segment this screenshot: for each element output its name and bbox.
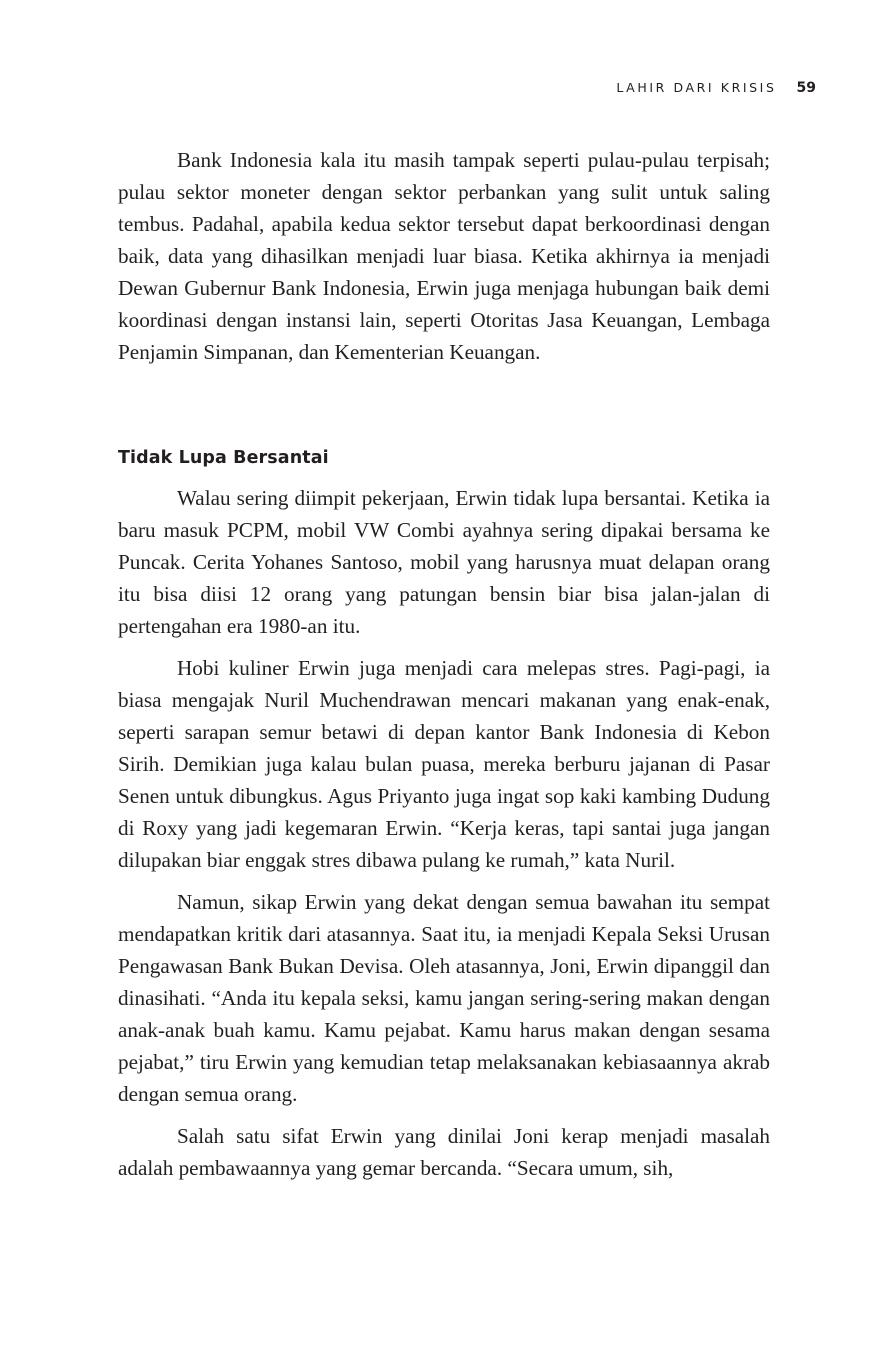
paragraph: Bank Indonesia kala itu masih tampak seperti pulau-pulau terpisah; pulau sektor moneter dengan sektor perbankan yang sulit untuk saling tembus. Padahal, apabila kedua sektor tersebut dapat berkoordinasi dengan baik, data yang dihasilkan menjadi luar biasa. Ketika akhirnya ia menjadi Dewan Gubernur Bank Indonesia, Erwin juga menjaga hubungan baik demi koordinasi dengan instansi lain, seperti Otoritas Jasa Keuangan, Lembaga Penjamin Simpanan, dan Kementerian Keuangan.	[118, 148, 770, 364]
section-heading: Tidak Lupa Bersantai	[118, 448, 329, 468]
running-head	[616, 80, 816, 96]
running-title: LAHIR DARI KRISIS	[616, 80, 777, 95]
paragraph: Namun, sikap Erwin yang dekat dengan semua bawahan itu sempat mendapatkan kritik dari atasannya. Saat itu, ia menjadi Kepala Seksi Urusan Pengawasan Bank Bukan Devisa. Oleh atasannya, Joni, Erwin dipanggil dan dinasihati. “Anda itu kepala seksi, kamu jangan sering-sering makan dengan anak-anak buah kamu. Kamu pejabat. Kamu harus makan dengan sesama pejabat,” tiru Erwin yang kemudian tetap melaksanakan kebiasaannya akrab dengan semua orang.	[118, 890, 770, 1106]
body-text-top	[118, 144, 770, 368]
paragraph: Walau sering diimpit pekerjaan, Erwin tidak lupa bersantai. Ketika ia baru masuk PCPM, mobil VW Combi ayahnya sering dipakai bersama ke Puncak. Cerita Yohanes Santoso, mobil yang harusnya muat delapan orang itu bisa diisi 12 orang yang patungan bensin biar bisa jalan-jalan di pertengahan era 1980-an itu.	[118, 486, 770, 638]
paragraph: Salah satu sifat Erwin yang dinilai Joni kerap menjadi masalah adalah pembawaannya yang gemar bercanda. “Secara umum, sih,	[118, 1124, 770, 1180]
page-number: 59	[796, 80, 816, 96]
paragraph: Hobi kuliner Erwin juga menjadi cara melepas stres. Pagi-pagi, ia biasa mengajak Nuril Muchendrawan mencari makanan yang enak-enak, seperti sarapan semur betawi di depan kantor Bank Indonesia di Kebon Sirih. Demikian juga kalau bulan puasa, mereka berburu jajanan di Pasar Senen untuk dibungkus. Agus Priyanto juga ingat sop kaki kambing Dudung di Roxy yang jadi kegemaran Erwin. “Kerja keras, tapi santai juga jangan dilupakan biar enggak stres dibawa pulang ke rumah,” kata Nuril.	[118, 656, 770, 872]
section-body	[118, 482, 770, 1184]
